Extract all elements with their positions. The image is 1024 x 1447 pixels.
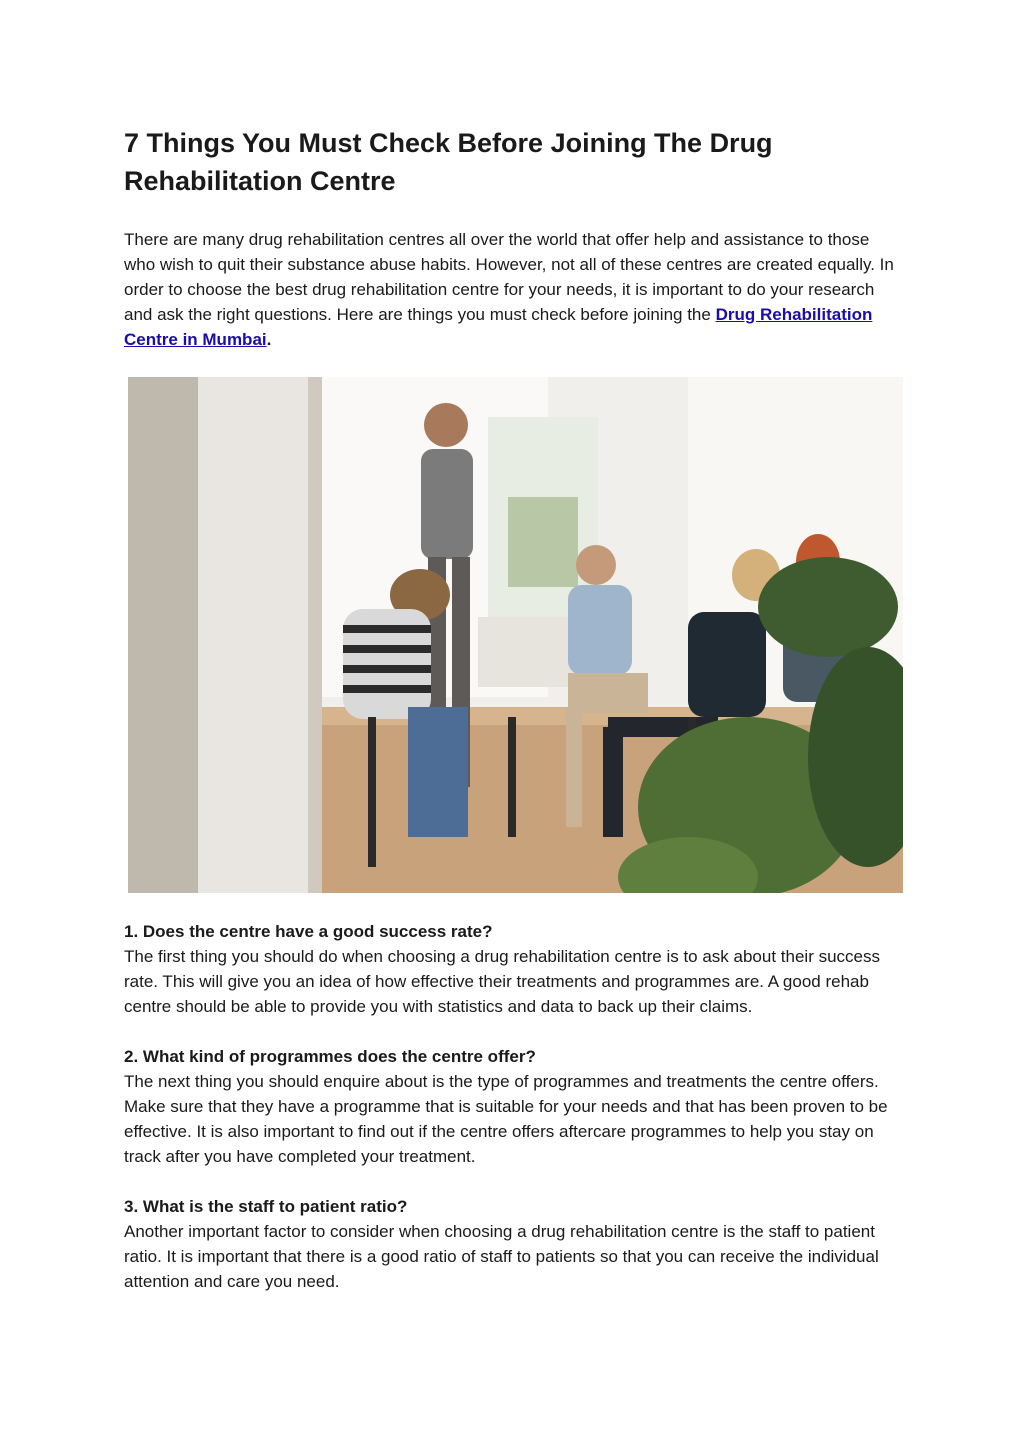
document-page — [124, 124, 904, 1291]
intro-text: There are many drug rehabilitation centres all over the world that offer help and assistance to those who wish to quit their substance abuse habits. However, not all of these centres are created equally. In order to choose the best drug rehabilitation centre for your needs, it is important to do your research and ask the right questions. Here are things you must check before joining the — [124, 230, 894, 324]
drug-rehab-centre-link[interactable]: Drug Rehabilitation Centre in Mumbai — [124, 305, 873, 349]
section-success-rate — [124, 919, 904, 1019]
group-therapy-photo — [128, 377, 903, 893]
section-body: The next thing you should enquire about is the type of programmes and treatments the centre offers. Make sure that they have a programme that is suitable for your needs and that has been proven to be effective. It is also important to find out if the centre offers aftercare programmes to help you stay on track after you have completed your treatment. — [124, 1072, 888, 1166]
section-body: Another important factor to consider when choosing a drug rehabilitation centre is the staff to patient ratio. It is important that there is a good ratio of staff to patients so that you can receive the individual attention and care you need. — [124, 1222, 879, 1291]
article-sections — [124, 919, 904, 1319]
section-body: The first thing you should do when choosing a drug rehabilitation centre is to ask about their success rate. This will give you an idea of how effective their treatments and programmes are. A good rehab centre should be able to provide you with statistics and data to back up their claims. — [124, 947, 880, 1016]
section-heading: 1. Does the centre have a good success rate? — [124, 922, 493, 941]
article-title: 7 Things You Must Check Before Joining The Drug Rehabilitation Centre — [124, 128, 773, 196]
section-heading: 2. What kind of programmes does the centre offer? — [124, 1047, 536, 1066]
section-staff-ratio — [124, 1194, 904, 1294]
section-programmes — [124, 1044, 904, 1169]
intro-paragraph — [124, 227, 904, 352]
section-heading: 3. What is the staff to patient ratio? — [124, 1197, 408, 1216]
intro-end: . — [266, 330, 272, 349]
